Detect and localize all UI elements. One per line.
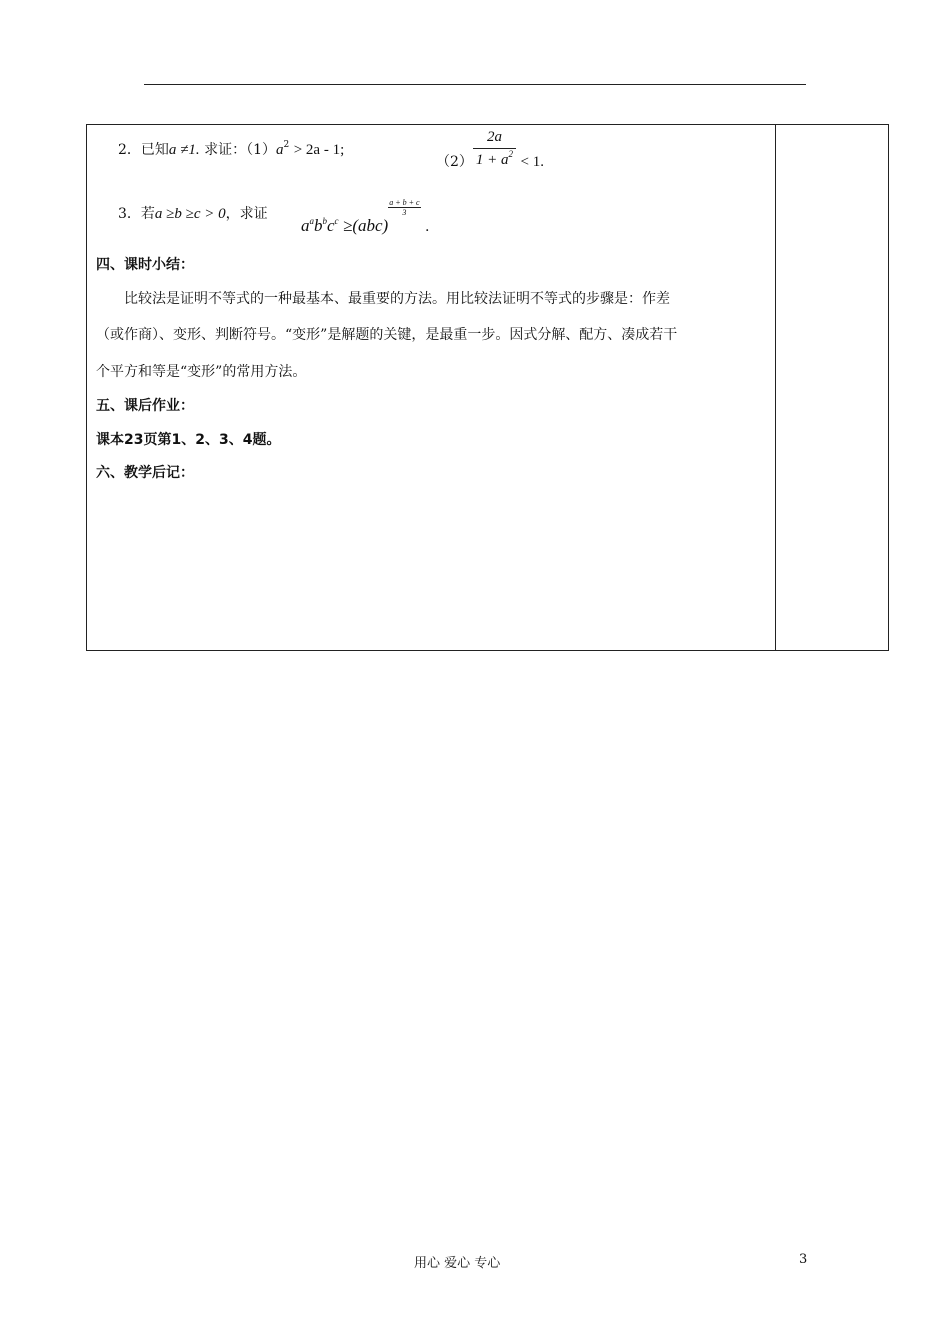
problem-2-part2	[436, 128, 544, 170]
rhs-exponent-denominator: 3	[402, 208, 407, 217]
section-4-line-3: 个平方和等是“变形”的常用方法。	[96, 364, 307, 380]
lhs-a-exponent: a	[309, 216, 314, 226]
lhs-c: c	[327, 216, 335, 235]
table-column-divider	[775, 124, 776, 651]
lhs-b: b	[314, 216, 323, 235]
problem-3-condition: a ≥b ≥c > 0	[154, 206, 226, 222]
problem-3-end: .	[425, 219, 430, 235]
problem-2-part2-label: （2）	[436, 154, 473, 170]
problem-2-part2-rest: < 1.	[520, 154, 544, 170]
lhs-b-exponent: b	[322, 216, 327, 226]
problem-3-prefix: 3．若	[118, 206, 155, 222]
fraction-numerator: 2a	[486, 129, 502, 145]
problem-2-part1-base: a	[276, 142, 284, 158]
section-4-line-2: （或作商）、变形、判断符号。“变形”是解题的关键，是最重一步。因式分解、配方、凑成若干	[96, 327, 678, 343]
problem-3-inequality	[301, 198, 430, 237]
lhs-c-exponent: c	[334, 216, 339, 226]
rhs-exponent-fraction	[388, 198, 420, 217]
problem-3-prove-label: ，求证	[225, 206, 268, 222]
section-5-content: 课本23页第1、2、3、4题。	[96, 432, 281, 448]
header-rule	[144, 84, 806, 85]
footer-slogan: 用心 爱心 专心	[414, 1256, 501, 1271]
fraction-denominator: 1 + a	[475, 152, 509, 168]
problem-2	[118, 141, 344, 161]
problem-2-prove-label: 求证：	[204, 142, 247, 158]
section-4-title: 四、课时小结：	[96, 257, 194, 273]
lesson-table	[86, 124, 889, 651]
rhs-abc: ≥(abc)	[343, 216, 389, 235]
section-6-title: 六、教学后记：	[96, 465, 194, 481]
problem-2-fraction	[473, 128, 516, 170]
page-number: 3	[799, 1252, 808, 1267]
rhs-exponent-numerator: a + b + c	[389, 198, 420, 207]
lhs-a: a	[301, 216, 310, 235]
problem-2-part1-rest: > 2a - 1;	[293, 142, 345, 158]
problem-2-condition: a ≠1.	[168, 142, 200, 158]
problem-2-part1-label: （1）	[246, 142, 277, 158]
section-4-line-1: 比较法是证明不等式的一种最基本、最重要的方法。用比较法证明不等式的步骤是：作差	[124, 291, 670, 307]
problem-2-part1-exponent: 2	[283, 140, 290, 150]
problem-3	[118, 205, 268, 223]
fraction-denominator-exponent: 2	[508, 149, 514, 159]
section-5-title: 五、课后作业：	[96, 398, 194, 414]
problem-2-prefix: 2．已知	[118, 142, 169, 158]
